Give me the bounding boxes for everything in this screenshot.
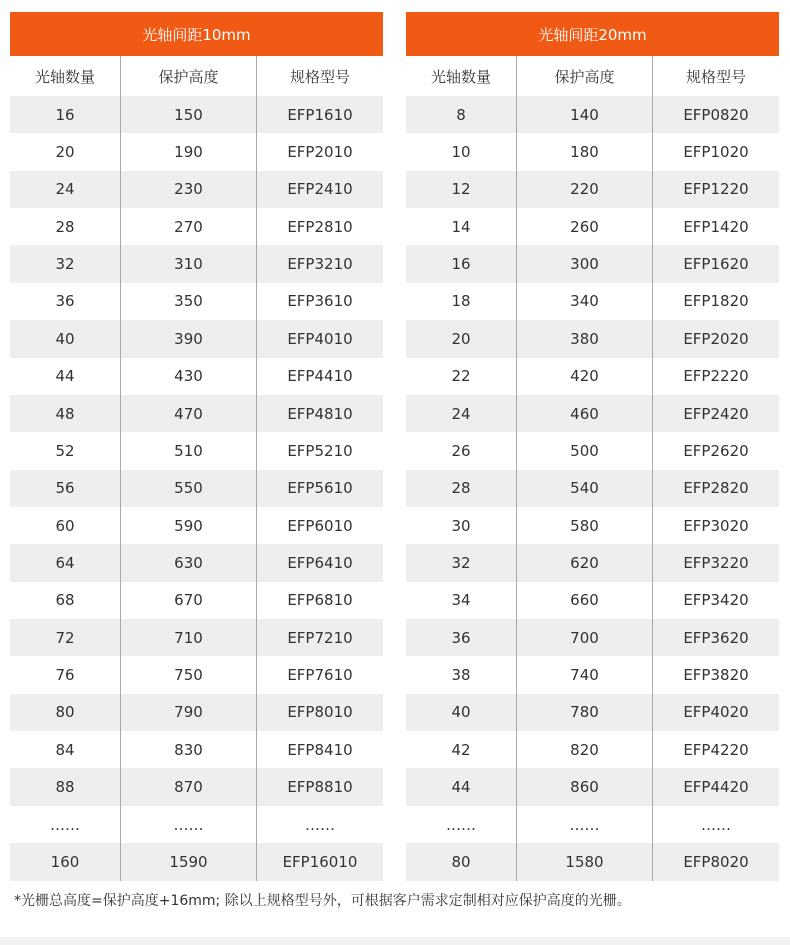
protection-height-cell: 270 bbox=[121, 208, 257, 245]
table-row bbox=[10, 470, 383, 507]
table-row bbox=[10, 768, 383, 805]
axis-count-cell: …… bbox=[10, 806, 121, 843]
axis-count-cell: 44 bbox=[406, 768, 517, 805]
model-number-cell: EFP6410 bbox=[287, 553, 353, 572]
axis-count-cell: 60 bbox=[10, 507, 121, 544]
model-number-cell: EFP4010 bbox=[287, 329, 353, 348]
protection-height-cell: 860 bbox=[517, 768, 653, 805]
model-number-cell: EFP2020 bbox=[683, 329, 749, 348]
model-number-cell: EFP1820 bbox=[683, 292, 749, 311]
axis-count-cell: 10 bbox=[406, 133, 517, 170]
table-row bbox=[10, 432, 383, 469]
protection-height-cell: …… bbox=[517, 806, 653, 843]
model-number-cell: EFP7610 bbox=[287, 666, 353, 685]
table-body bbox=[406, 56, 779, 881]
protection-height-cell: 700 bbox=[517, 619, 653, 656]
protection-height-cell: 620 bbox=[517, 544, 653, 581]
protection-height-cell: 140 bbox=[517, 96, 653, 133]
axis-count-cell: 44 bbox=[10, 358, 121, 395]
table-row bbox=[406, 544, 779, 581]
table-row bbox=[406, 283, 779, 320]
column-header: 保护高度 bbox=[517, 56, 653, 96]
protection-height-cell: 260 bbox=[517, 208, 653, 245]
table-body bbox=[10, 56, 383, 881]
axis-count-cell: …… bbox=[406, 806, 517, 843]
model-number-cell: EFP8810 bbox=[287, 778, 353, 797]
axis-count-cell: 38 bbox=[406, 656, 517, 693]
model-number-cell: EFP3610 bbox=[287, 292, 353, 311]
protection-height-cell: 430 bbox=[121, 358, 257, 395]
axis-count-cell: 40 bbox=[10, 320, 121, 357]
protection-height-cell: 510 bbox=[121, 432, 257, 469]
axis-count-cell: 34 bbox=[406, 582, 517, 619]
protection-height-cell: 310 bbox=[121, 245, 257, 282]
axis-count-cell: 8 bbox=[406, 96, 517, 133]
column-header: 光轴数量 bbox=[406, 56, 517, 96]
axis-count-cell: 80 bbox=[10, 694, 121, 731]
table-row bbox=[10, 544, 383, 581]
axis-count-cell: 26 bbox=[406, 432, 517, 469]
table-row bbox=[10, 96, 383, 133]
table-row bbox=[10, 656, 383, 693]
table-row bbox=[10, 208, 383, 245]
protection-height-cell: 420 bbox=[517, 358, 653, 395]
protection-height-cell: 790 bbox=[121, 694, 257, 731]
protection-height-cell: 740 bbox=[517, 656, 653, 693]
axis-count-cell: 28 bbox=[10, 208, 121, 245]
axis-count-cell: 42 bbox=[406, 731, 517, 768]
table-row bbox=[406, 395, 779, 432]
model-number-cell: EFP6010 bbox=[287, 516, 353, 535]
model-number-cell: EFP1610 bbox=[287, 105, 353, 124]
column-header: 保护高度 bbox=[121, 56, 257, 96]
axis-count-cell: 20 bbox=[10, 133, 121, 170]
protection-height-cell: 230 bbox=[121, 171, 257, 208]
axis-count-cell: 88 bbox=[10, 768, 121, 805]
axis-count-cell: 22 bbox=[406, 358, 517, 395]
protection-height-cell: 220 bbox=[517, 171, 653, 208]
axis-count-cell: 56 bbox=[10, 470, 121, 507]
model-number-cell: EFP16010 bbox=[282, 852, 358, 871]
axis-count-cell: 32 bbox=[10, 245, 121, 282]
model-number-cell: EFP3620 bbox=[683, 628, 749, 647]
model-number-cell: EFP3020 bbox=[683, 516, 749, 535]
model-number-cell: EFP8010 bbox=[287, 703, 353, 722]
table-row bbox=[10, 171, 383, 208]
model-number-cell: EFP4020 bbox=[683, 703, 749, 722]
table-row bbox=[10, 320, 383, 357]
protection-height-cell: 300 bbox=[517, 245, 653, 282]
table-row bbox=[10, 731, 383, 768]
protection-height-cell: 670 bbox=[121, 582, 257, 619]
axis-count-cell: 36 bbox=[406, 619, 517, 656]
axis-count-cell: 18 bbox=[406, 283, 517, 320]
model-number-cell: EFP2220 bbox=[683, 367, 749, 386]
model-number-cell: EFP2420 bbox=[683, 404, 749, 423]
model-number-cell: EFP3210 bbox=[287, 255, 353, 274]
axis-count-cell: 68 bbox=[10, 582, 121, 619]
model-number-cell: EFP5210 bbox=[287, 441, 353, 460]
axis-count-cell: 160 bbox=[10, 843, 121, 880]
table-header-row bbox=[10, 56, 383, 96]
column-header: 规格型号 bbox=[685, 67, 746, 86]
axis-count-cell: 36 bbox=[10, 283, 121, 320]
table-row bbox=[10, 619, 383, 656]
model-number-cell: EFP5610 bbox=[287, 479, 353, 498]
model-number-cell: EFP4420 bbox=[683, 778, 749, 797]
model-number-cell: EFP3220 bbox=[683, 553, 749, 572]
model-number-cell: EFP8020 bbox=[683, 852, 749, 871]
model-number-cell: EFP4410 bbox=[287, 367, 353, 386]
table-row bbox=[406, 432, 779, 469]
protection-height-cell: 540 bbox=[517, 470, 653, 507]
protection-height-cell: …… bbox=[121, 806, 257, 843]
model-number-cell: EFP2810 bbox=[287, 217, 353, 236]
protection-height-cell: 750 bbox=[121, 656, 257, 693]
table-row bbox=[406, 619, 779, 656]
model-number-cell: EFP1220 bbox=[683, 180, 749, 199]
table-row bbox=[406, 582, 779, 619]
table-row bbox=[406, 133, 779, 170]
table-row bbox=[406, 245, 779, 282]
protection-height-cell: 470 bbox=[121, 395, 257, 432]
protection-height-cell: 350 bbox=[121, 283, 257, 320]
footer-divider bbox=[0, 937, 790, 945]
protection-height-cell: 150 bbox=[121, 96, 257, 133]
axis-count-cell: 14 bbox=[406, 208, 517, 245]
model-number-cell: EFP1420 bbox=[683, 217, 749, 236]
model-number-cell: EFP6810 bbox=[287, 591, 353, 610]
protection-height-cell: 780 bbox=[517, 694, 653, 731]
axis-count-cell: 80 bbox=[406, 843, 517, 880]
model-number-cell: EFP0820 bbox=[683, 105, 749, 124]
axis-count-cell: 40 bbox=[406, 694, 517, 731]
table-row bbox=[10, 843, 383, 880]
axis-count-cell: 12 bbox=[406, 171, 517, 208]
table-row bbox=[406, 96, 779, 133]
model-number-cell: EFP2820 bbox=[683, 479, 749, 498]
protection-height-cell: 500 bbox=[517, 432, 653, 469]
protection-height-cell: 580 bbox=[517, 507, 653, 544]
table-row bbox=[10, 806, 383, 843]
protection-height-cell: 1590 bbox=[121, 843, 257, 880]
axis-count-cell: 48 bbox=[10, 395, 121, 432]
axis-count-cell: 32 bbox=[406, 544, 517, 581]
axis-count-cell: 76 bbox=[10, 656, 121, 693]
protection-height-cell: 190 bbox=[121, 133, 257, 170]
protection-height-cell: 340 bbox=[517, 283, 653, 320]
column-header: 光轴数量 bbox=[10, 56, 121, 96]
table-row bbox=[10, 245, 383, 282]
protection-height-cell: 710 bbox=[121, 619, 257, 656]
model-number-cell: …… bbox=[305, 815, 335, 834]
protection-height-cell: 590 bbox=[121, 507, 257, 544]
axis-count-cell: 72 bbox=[10, 619, 121, 656]
spec-table-10mm bbox=[10, 12, 383, 881]
table-row bbox=[406, 507, 779, 544]
footnote: *光栅总高度=保护高度+16mm; 除以上规格型号外，可根据客户需求定制相对应保护高度的光栅。 bbox=[14, 893, 631, 909]
protection-height-cell: 390 bbox=[121, 320, 257, 357]
axis-count-cell: 24 bbox=[406, 395, 517, 432]
axis-count-cell: 30 bbox=[406, 507, 517, 544]
spec-table-20mm bbox=[406, 12, 779, 881]
table-row bbox=[406, 208, 779, 245]
table-title: 光轴间距10mm bbox=[10, 12, 383, 56]
table-title: 光轴间距20mm bbox=[406, 12, 779, 56]
model-number-cell: EFP2010 bbox=[287, 143, 353, 162]
protection-height-cell: 460 bbox=[517, 395, 653, 432]
model-number-cell: EFP4220 bbox=[683, 740, 749, 759]
axis-count-cell: 16 bbox=[406, 245, 517, 282]
table-row bbox=[10, 694, 383, 731]
model-number-cell: EFP2620 bbox=[683, 441, 749, 460]
table-row bbox=[406, 656, 779, 693]
table-row bbox=[406, 320, 779, 357]
protection-height-cell: 550 bbox=[121, 470, 257, 507]
axis-count-cell: 16 bbox=[10, 96, 121, 133]
table-row bbox=[406, 470, 779, 507]
model-number-cell: EFP1620 bbox=[683, 255, 749, 274]
table-row bbox=[10, 133, 383, 170]
protection-height-cell: 180 bbox=[517, 133, 653, 170]
axis-count-cell: 64 bbox=[10, 544, 121, 581]
model-number-cell: …… bbox=[701, 815, 731, 834]
table-row bbox=[10, 507, 383, 544]
protection-height-cell: 1580 bbox=[517, 843, 653, 880]
table-row bbox=[10, 395, 383, 432]
table-row bbox=[406, 358, 779, 395]
model-number-cell: EFP1020 bbox=[683, 143, 749, 162]
table-row bbox=[406, 768, 779, 805]
table-row bbox=[406, 171, 779, 208]
protection-height-cell: 380 bbox=[517, 320, 653, 357]
model-number-cell: EFP3820 bbox=[683, 666, 749, 685]
model-number-cell: EFP3420 bbox=[683, 591, 749, 610]
model-number-cell: EFP2410 bbox=[287, 180, 353, 199]
table-row bbox=[406, 731, 779, 768]
model-number-cell: EFP8410 bbox=[287, 740, 353, 759]
axis-count-cell: 24 bbox=[10, 171, 121, 208]
protection-height-cell: 660 bbox=[517, 582, 653, 619]
model-number-cell: EFP7210 bbox=[287, 628, 353, 647]
table-row bbox=[406, 843, 779, 880]
table-row bbox=[10, 358, 383, 395]
axis-count-cell: 28 bbox=[406, 470, 517, 507]
table-row bbox=[10, 582, 383, 619]
table-row bbox=[10, 283, 383, 320]
protection-height-cell: 830 bbox=[121, 731, 257, 768]
table-row bbox=[406, 694, 779, 731]
table-header-row bbox=[406, 56, 779, 96]
column-header: 规格型号 bbox=[289, 67, 350, 86]
axis-count-cell: 52 bbox=[10, 432, 121, 469]
protection-height-cell: 630 bbox=[121, 544, 257, 581]
protection-height-cell: 870 bbox=[121, 768, 257, 805]
protection-height-cell: 820 bbox=[517, 731, 653, 768]
table-row bbox=[406, 806, 779, 843]
axis-count-cell: 20 bbox=[406, 320, 517, 357]
axis-count-cell: 84 bbox=[10, 731, 121, 768]
model-number-cell: EFP4810 bbox=[287, 404, 353, 423]
